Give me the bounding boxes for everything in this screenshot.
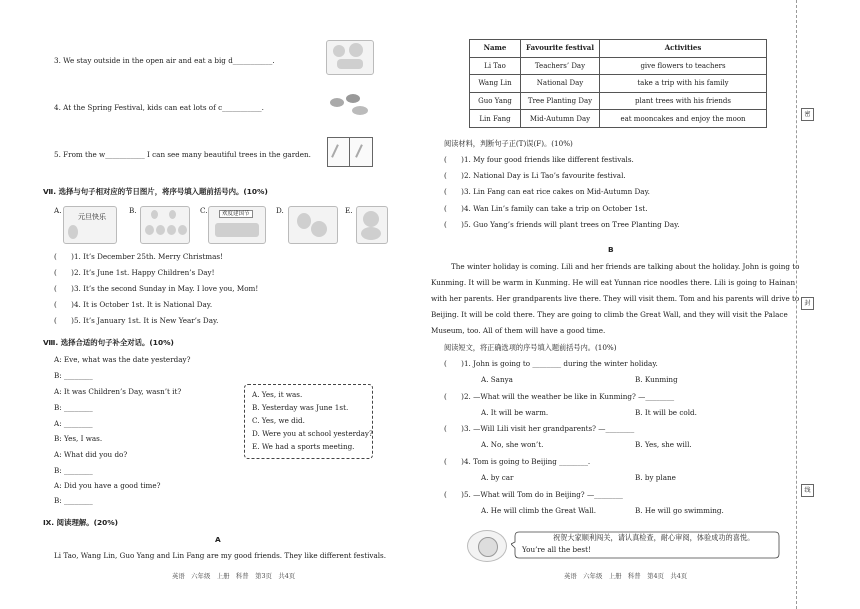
tf-item-2: ( )2. National Day is Li Tao’s favourite festival. (444, 171, 626, 180)
passage-b-line: with her parents. Her grandparents live there. They will visit them. Tom and his parents will drive to (431, 294, 800, 303)
mc-question-4: ( )4. Tom is going to Beijing ________. (444, 457, 591, 466)
seal-label: 封 (801, 297, 814, 310)
dialogue-line: B: ________ (54, 466, 93, 475)
new-year-picture (63, 206, 117, 244)
passage-b-line: The winter holiday is coming. Lili and her friends are talking about the holiday. John is going to (451, 262, 800, 271)
fill-item-3: 3. We stay outside in the open air and eat a big d___________. (54, 56, 275, 65)
mothers-day-picture (288, 206, 338, 244)
sec7-item-2: ( )2. It’s June 1st. Happy Children’s Day! (54, 268, 215, 277)
option-letter-a: A. (54, 206, 62, 215)
sec7-item-4: ( )4. It is October 1st. It is National Day. (54, 300, 213, 309)
passage-b-line: Beijing. It will be cold there. They are going to climb the Great Wall, and they will visit the Palace (431, 310, 788, 319)
window-picture (327, 137, 373, 167)
mc-option-a: A. by car (481, 473, 514, 482)
table-row (470, 92, 767, 110)
table-cell: Lin Fang (470, 110, 521, 128)
cheer-line-2: You’re all the best! (522, 545, 591, 554)
table-row (470, 57, 767, 75)
table-cell: Tree Planting Day (521, 92, 600, 110)
section-7-title: Ⅶ. 选择与句子相对应的节日图片，将序号填入题前括号内。(10%) (43, 187, 268, 196)
fill-item-5: 5. From the w___________ I can see many beautiful trees in the garden. (54, 150, 311, 159)
mc-option-b: B. Yes, she will. (635, 440, 692, 449)
national-day-sign: 欢度建国节 (219, 210, 253, 218)
seal-label: 密 (801, 108, 814, 121)
picnic-picture (326, 40, 374, 75)
mc-option-b: B. by plane (635, 473, 676, 482)
option-letter-c: C. (200, 206, 208, 215)
dialogue-line: B: ________ (54, 403, 93, 412)
festival-table (469, 39, 767, 128)
dialogue-line: B: ________ (54, 371, 93, 380)
dialogue-line: B: Yes, I was. (54, 434, 103, 443)
mc-question-2: ( )2. —What will the weather be like in Kunming? —________ (444, 392, 675, 401)
mc-title: 阅读短文，将正确选项的序号填入题前括号内。(10%) (444, 343, 617, 352)
sec7-item-5: ( )5. It’s January 1st. It is New Year’s Day. (54, 316, 219, 325)
option-b: B. Yesterday was June 1st. (252, 403, 349, 412)
passage-a-label: A (215, 535, 221, 544)
mc-option-a: A. No, she won’t. (481, 440, 544, 449)
header-festival: Favourite festival (521, 40, 600, 58)
dialogue-line: B: ________ (54, 496, 93, 505)
left-page-footer: 英语 六年级 上册 科普 第3页 共4页 (172, 572, 296, 580)
option-a: A. Yes, it was. (252, 390, 303, 399)
mc-question-5: ( )5. —What will Tom do in Beijing? —________ (444, 490, 623, 499)
table-cell: Guo Yang (470, 92, 521, 110)
candy-picture (328, 92, 372, 118)
childrens-day-picture (140, 206, 190, 244)
sec7-item-3: ( )3. It’s the second Sunday in May. I love you, Mom! (54, 284, 259, 293)
binding-cut-line (796, 0, 798, 609)
mc-option-b: B. Kunming (635, 375, 678, 384)
table-cell: eat mooncakes and enjoy the moon (600, 110, 767, 128)
table-row (470, 75, 767, 93)
sec7-item-1: ( )1. It’s December 25th. Merry Christmas! (54, 252, 223, 261)
mascot-picture (467, 530, 507, 562)
section-9-title: Ⅸ. 阅读理解。(20%) (43, 518, 119, 527)
seal-label: 线 (801, 484, 814, 497)
congratulation-note (467, 530, 781, 560)
section-8-title: Ⅷ. 选择合适的句子补全对话。(10%) (43, 338, 174, 347)
fill-item-4: 4. At the Spring Festival, kids can eat lots of c___________. (54, 103, 264, 112)
mc-option-a: A. It will be warm. (481, 408, 549, 417)
cheer-line-1: 祝贺大家顺利闯关，请认真检查，耐心审阅，体验成功的喜悦。 (553, 533, 755, 542)
new-year-banner: 元旦快乐 (78, 213, 106, 221)
table-cell: National Day (521, 75, 600, 93)
option-letter-e: E. (345, 206, 353, 215)
tf-item-1: ( )1. My four good friends like different festivals. (444, 155, 634, 164)
dialogue-line: A: It was Children’s Day, wasn’t it? (54, 387, 182, 396)
table-cell: Teachers’ Day (521, 57, 600, 75)
table-cell: take a trip with his family (600, 75, 767, 93)
header-name: Name (470, 40, 521, 58)
tf-item-3: ( )3. Lin Fang can eat rice cakes on Mid-Autumn Day. (444, 187, 650, 196)
option-letter-d: D. (276, 206, 284, 215)
option-c: C. Yes, we did. (252, 416, 305, 425)
table-cell: Wang Lin (470, 75, 521, 93)
mc-option-b: B. He will go swimming. (635, 506, 724, 515)
table-row (470, 110, 767, 128)
mc-question-3: ( )3. —Will Lili visit her grandparents? —________ (444, 424, 635, 433)
christmas-picture (356, 206, 388, 244)
tf-item-5: ( )5. Guo Yang’s friends will plant trees on Tree Planting Day. (444, 220, 680, 229)
table-cell: Mid-Autumn Day (521, 110, 600, 128)
option-e: E. We had a sports meeting. (252, 442, 355, 451)
right-page-footer: 英语 六年级 上册 科普 第4页 共4页 (564, 572, 688, 580)
table-cell: Li Tao (470, 57, 521, 75)
tf-item-4: ( )4. Wan Lin’s family can take a trip on October 1st. (444, 204, 648, 213)
table-cell: give flowers to teachers (600, 57, 767, 75)
passage-a-text: Li Tao, Wang Lin, Guo Yang and Lin Fang are my good friends. They like different festivals. (54, 551, 387, 560)
option-d: D. Were you at school yesterday? (252, 429, 373, 438)
header-activities: Activities (600, 40, 767, 58)
dialogue-line: A: Eve, what was the date yesterday? (54, 355, 191, 364)
mc-option-a: A. Sanya (481, 375, 513, 384)
dialogue-options-box (244, 384, 373, 459)
mc-question-1: ( )1. John is going to ________ during the winter holiday. (444, 359, 658, 368)
national-day-picture (208, 206, 266, 244)
dialogue-line: A: What did you do? (54, 450, 128, 459)
dialogue-line: A: ________ (54, 419, 93, 428)
passage-b-label: B (608, 245, 614, 254)
mc-option-b: B. It will be cold. (635, 408, 697, 417)
table-header-row (470, 40, 767, 58)
dialogue-line: A: Did you have a good time? (54, 481, 161, 490)
option-letter-b: B. (129, 206, 137, 215)
passage-b-line: Museum, too. All of them will have a good time. (431, 326, 606, 335)
mc-option-a: A. He will climb the Great Wall. (481, 506, 597, 515)
passage-b-line: Kunming. It will be warm in Kunming. He will eat Yunnan rice noodles there. Lili is going to Hainan (431, 278, 796, 287)
tf-title: 阅读材料，判断句子正(T)误(F)。(10%) (444, 139, 573, 148)
table-cell: plant trees with his friends (600, 92, 767, 110)
